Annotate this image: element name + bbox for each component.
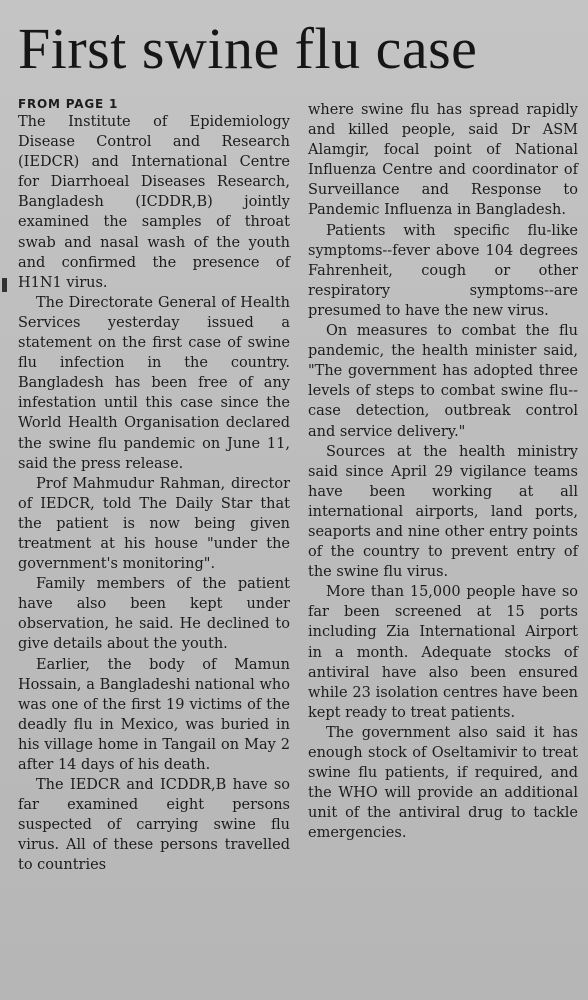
article-column-right bbox=[308, 100, 578, 843]
kicker-from-page: FROM PAGE 1 bbox=[18, 97, 119, 111]
paragraph: The Institute of Epidemiology Disease Control and Research (IEDCR) and International Centre for Diarrhoeal Diseases Research, Bangladesh (ICDDR,B) jointly examined the samples of throat swab and nasal wash of the youth and confirmed the presence of H1N1 virus. bbox=[18, 114, 290, 291]
paragraph: The IEDCR and ICDDR,B have so far examined eight persons suspected of carrying swine flu virus. All of these persons travelled to countries bbox=[18, 777, 290, 874]
paragraph: Family members of the patient have also been kept under observation, he said. He declined to give details about the youth. bbox=[18, 576, 290, 653]
paragraph: Sources at the health ministry said since April 29 vigilance teams have been working at all international airports, land ports, seaports and nine other entry points of the country to prevent entry of the swine flu virus. bbox=[308, 443, 578, 581]
paragraph: More than 15,000 people have so far been screened at 15 ports including Zia International Airport in a month. Adequate stocks of antiviral have also been ensured while 23 isolation centres have been kept ready to treat patients. bbox=[308, 584, 578, 721]
headline: First swine flu case bbox=[18, 16, 478, 81]
paragraph: The government also said it has enough stock of Oseltamivir to treat swine flu patients, if required, and the WHO will provide an additional unit of the antiviral drug to tackle emergencies. bbox=[308, 724, 578, 842]
paragraph: On measures to combat the flu pandemic, the health minister said, "The government has adopted three levels of steps to combat swine flu--case detection, outbreak control and service delivery." bbox=[308, 323, 578, 440]
article-column-left bbox=[18, 96, 290, 876]
paragraph: Prof Mahmudur Rahman, director of IEDCR, told The Daily Star that the patient is now being given treatment at his house "under the government's monitoring". bbox=[18, 475, 290, 573]
paragraph: where swine flu has spread rapidly and killed people, said Dr ASM Alamgir, focal point of National Influenza Centre and coordinator of Surveillance and Response to Pandemic Influenza in Bangladesh. bbox=[308, 102, 578, 219]
paragraph: The Directorate General of Health Services yesterday issued a statement on the first case of swine flu infection in the country. Bangladesh has been free of any infestation until this case since the World Health Organisation declared the swine flu pandemic on June 11, said the press release. bbox=[18, 294, 290, 472]
paragraph: Patients with specific flu-like symptoms--fever above 104 degrees Fahrenheit, cough or other respiratory symptoms--are presumed to have the new virus. bbox=[308, 222, 578, 319]
paragraph: Earlier, the body of Mamun Hossain, a Bangladeshi national who was one of the first 19 victims of the deadly flu in Mexico, was buried in his village home in Tangail on May 2 after 14 days of his death. bbox=[18, 656, 290, 773]
page-edge-mark bbox=[2, 278, 7, 292]
